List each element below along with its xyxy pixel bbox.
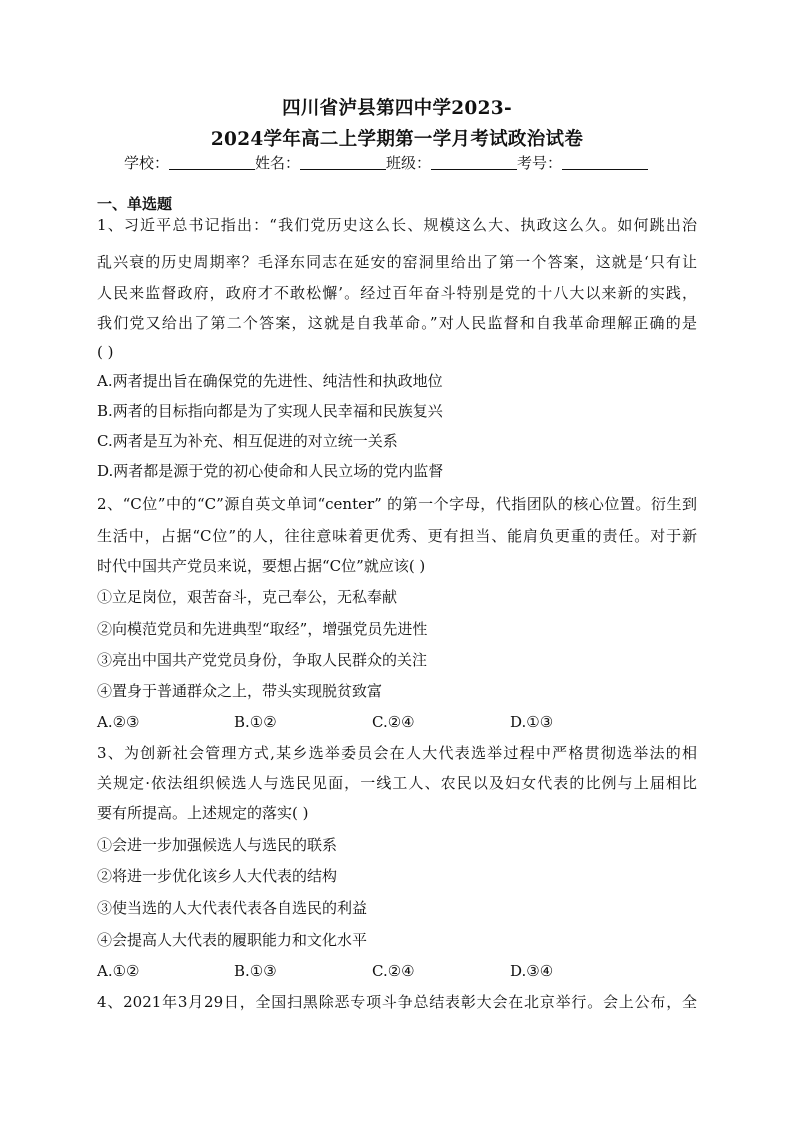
q2-option-b: B.①②: [234, 713, 277, 731]
q1-option-d: D.两者都是源于党的初心使命和人民立场的党内监督: [97, 462, 444, 480]
q1-stem-line: 1、习近平总书记指出：“我们党历史这么长、规模这么大、执政这么久。如何跳出治: [97, 216, 697, 234]
number-blank: [562, 155, 648, 170]
name-label: 姓名：: [255, 154, 301, 172]
q3-item-1: ①会进一步加强候选人与选民的联系: [97, 836, 338, 854]
q1-answer-bracket: ( ): [97, 343, 114, 361]
q3-stem-line: 要有所提高。上述规定的落实( ): [97, 804, 309, 822]
q2-option-c: C.②④: [372, 713, 415, 731]
name-blank: [300, 155, 386, 170]
q1-option-c: C.两者是互为补充、相互促进的对立统一关系: [97, 432, 398, 450]
school-label: 学校：: [124, 154, 170, 172]
q3-option-b: B.①③: [234, 962, 277, 980]
section-title: 一、单选题: [97, 195, 173, 213]
q2-item-2: ②向模范党员和先进典型“取经”，增强党员先进性: [97, 620, 428, 638]
q2-item-3: ③亮出中国共产党党员身份，争取人民群众的关注: [97, 651, 428, 669]
q1-option-b: B.两者的目标指向都是为了实现人民幸福和民族复兴: [97, 402, 443, 420]
q3-option-d: D.③④: [510, 962, 554, 980]
class-label: 班级：: [386, 154, 432, 172]
q3-option-c: C.②④: [372, 962, 415, 980]
q3-stem-line: 3、为创新社会管理方式,某乡选举委员会在人大代表选举过程中严格贯彻选举法的相: [97, 744, 697, 762]
q1-option-a: A.两者提出旨在确保党的先进性、纯洁性和执政地位: [97, 372, 443, 390]
q2-option-d: D.①③: [510, 713, 554, 731]
q3-item-4: ④会提高人大代表的履职能力和文化水平: [97, 931, 368, 949]
number-label: 考号：: [517, 154, 563, 172]
q2-item-1: ①立足岗位，艰苦奋斗，克己奉公，无私奉献: [97, 588, 398, 606]
q1-stem-line: 我们党又给出了第二个答案，这就是自我革命。”对人民监督和自我革命理解正确的是: [97, 314, 697, 332]
q2-stem-line: 时代中国共产党员来说，要想占据“C位”就应该( ): [97, 557, 426, 575]
q3-item-3: ③使当选的人大代表代表各自选民的利益: [97, 899, 368, 917]
q1-stem-line: 人民来监督政府，政府才不敢松懈’。经过百年奋斗特别是党的十八大以来新的实践，: [97, 284, 697, 302]
q3-stem-line: 关规定·依法组织候选人与选民见面，一线工人、农民以及妇女代表的比例与上届相比: [97, 774, 697, 792]
q1-stem-line: 乱兴衰的历史周期率？毛泽东同志在延安的窑洞里给出了第一个答案，这就是‘只有让: [97, 253, 697, 271]
student-info-line: [124, 152, 648, 174]
q2-option-a: A.②③: [97, 713, 140, 731]
school-blank: [169, 155, 255, 170]
q3-item-2: ②将进一步优化该乡人大代表的结构: [97, 867, 338, 885]
q4-stem-line: 4、2021年3月29日，全国扫黑除恶专项斗争总结表彰大会在北京举行。会上公布，全: [97, 993, 697, 1011]
q2-item-4: ④置身于普通群众之上，带头实现脱贫致富: [97, 682, 383, 700]
exam-title-line2: 2024学年高二上学期第一学月考试政治试卷: [210, 129, 584, 150]
q2-stem-line: 生活中，占据“C位”的人，往往意味着更优秀、更有担当、能肩负更重的责任。对于新: [97, 527, 697, 545]
q2-stem-line: 2、“C位”中的“C”源自英文单词“center” 的第一个字母，代指团队的核心位置。衍生到: [97, 495, 697, 513]
class-blank: [431, 155, 517, 170]
exam-title-line1: 四川省泸县第四中学2023-: [282, 98, 512, 119]
q3-option-a: A.①②: [97, 962, 140, 980]
